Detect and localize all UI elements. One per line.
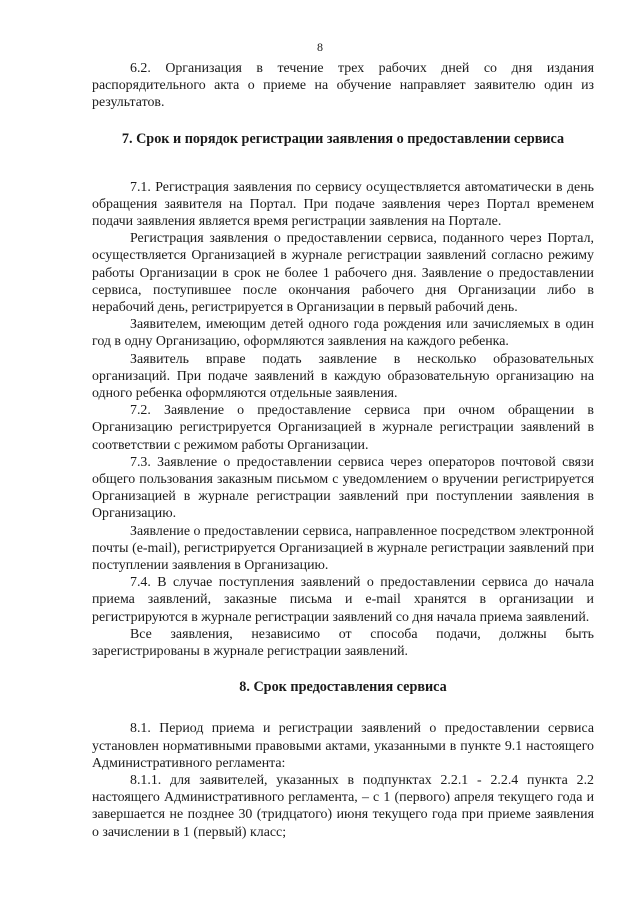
paragraph-6-2: 6.2. Организация в течение трех рабочих дней со дня издания распорядительного акта о приеме на обучение направляет заявителю один из результатов. bbox=[92, 61, 594, 111]
paragraph-7-2: 7.2. Заявление о предоставление сервиса при очном обращении в Организацию регистрируется Организацией в журнале регистрации заявлений в соответствии с режимом работы Организации. bbox=[92, 403, 594, 453]
document-body bbox=[92, 60, 594, 841]
paragraph-7-1-registration: Регистрация заявления о предоставлении сервиса, поданного через Портал, осуществляется Организацией в журнале регистрации заявлений согласно режиму работы Организации в срок не более 1 рабочего дня. Заявление о предоставлении сервиса, поступившее после окончания рабочего дня Организации либо в нерабочий день, регистрируется в Организации в первый рабочий день. bbox=[92, 231, 594, 316]
paragraph-8-1: 8.1. Период приема и регистрации заявлений о предоставлении сервиса установлен нормативными правовыми актами, указанными в пункте 9.1 настоящего Административного регламента: bbox=[92, 721, 594, 771]
paragraph-7-3-email: Заявление о предоставлении сервиса, направленное посредством электронной почты (e-mail), регистрируется Организацией в журнале регистрации заявлений при поступлении заявления в Организацию. bbox=[92, 523, 594, 574]
section-8-heading: 8. Срок предоставления сервиса bbox=[239, 679, 447, 696]
section-7-heading: 7. Срок и порядок регистрации заявления о предоставлении сервиса bbox=[121, 130, 565, 147]
paragraph-7-3: 7.3. Заявление о предоставлении сервиса через операторов почтовой связи общего пользования заказным письмом с уведомлением о вручении регистрируется Организацией в журнале регистрации заявлений при поступлении заявления в Организацию. bbox=[92, 454, 594, 522]
paragraph-7-4-all-registered: Все заявления, независимо от способа подачи, должны быть зарегистрированы в журнале регистрации заявлений. bbox=[92, 626, 594, 660]
paragraph-8-1-1: 8.1.1. для заявителей, указанных в подпунктах 2.2.1 - 2.2.4 пункта 2.2 настоящего Административного регламента, – с 1 (первого) апреля текущего года и завершается не позднее 30 (тридцатого) июня текущего года при приеме заявления о зачислении в 1 (первый) класс; bbox=[92, 772, 594, 840]
paragraph-7-1-multiple-orgs: Заявитель вправе подать заявление в несколько образовательных организаций. При подаче заявлений в каждую образовательную организацию на одного ребенка оформляются отдельные заявления. bbox=[92, 351, 594, 402]
paragraph-7-1: 7.1. Регистрация заявления по сервису осуществляется автоматически в день обращения заявителя на Портал. При подаче заявления через Портал временем подачи заявления является время регистрации заявления на Портале. bbox=[92, 179, 594, 230]
page-number: 8 bbox=[317, 40, 323, 54]
paragraph-7-1-children: Заявителем, имеющим детей одного года рождения или зачисляемых в один год в одну Организацию, оформляются заявления на каждого ребенка. bbox=[92, 317, 594, 350]
paragraph-7-4: 7.4. В случае поступления заявлений о предоставлении сервиса до начала приема заявлений, заказные письма и e-mail хранятся в организации и регистрируются в журнале регистрации заявлений со дня начала приема заявлений. bbox=[92, 575, 594, 625]
